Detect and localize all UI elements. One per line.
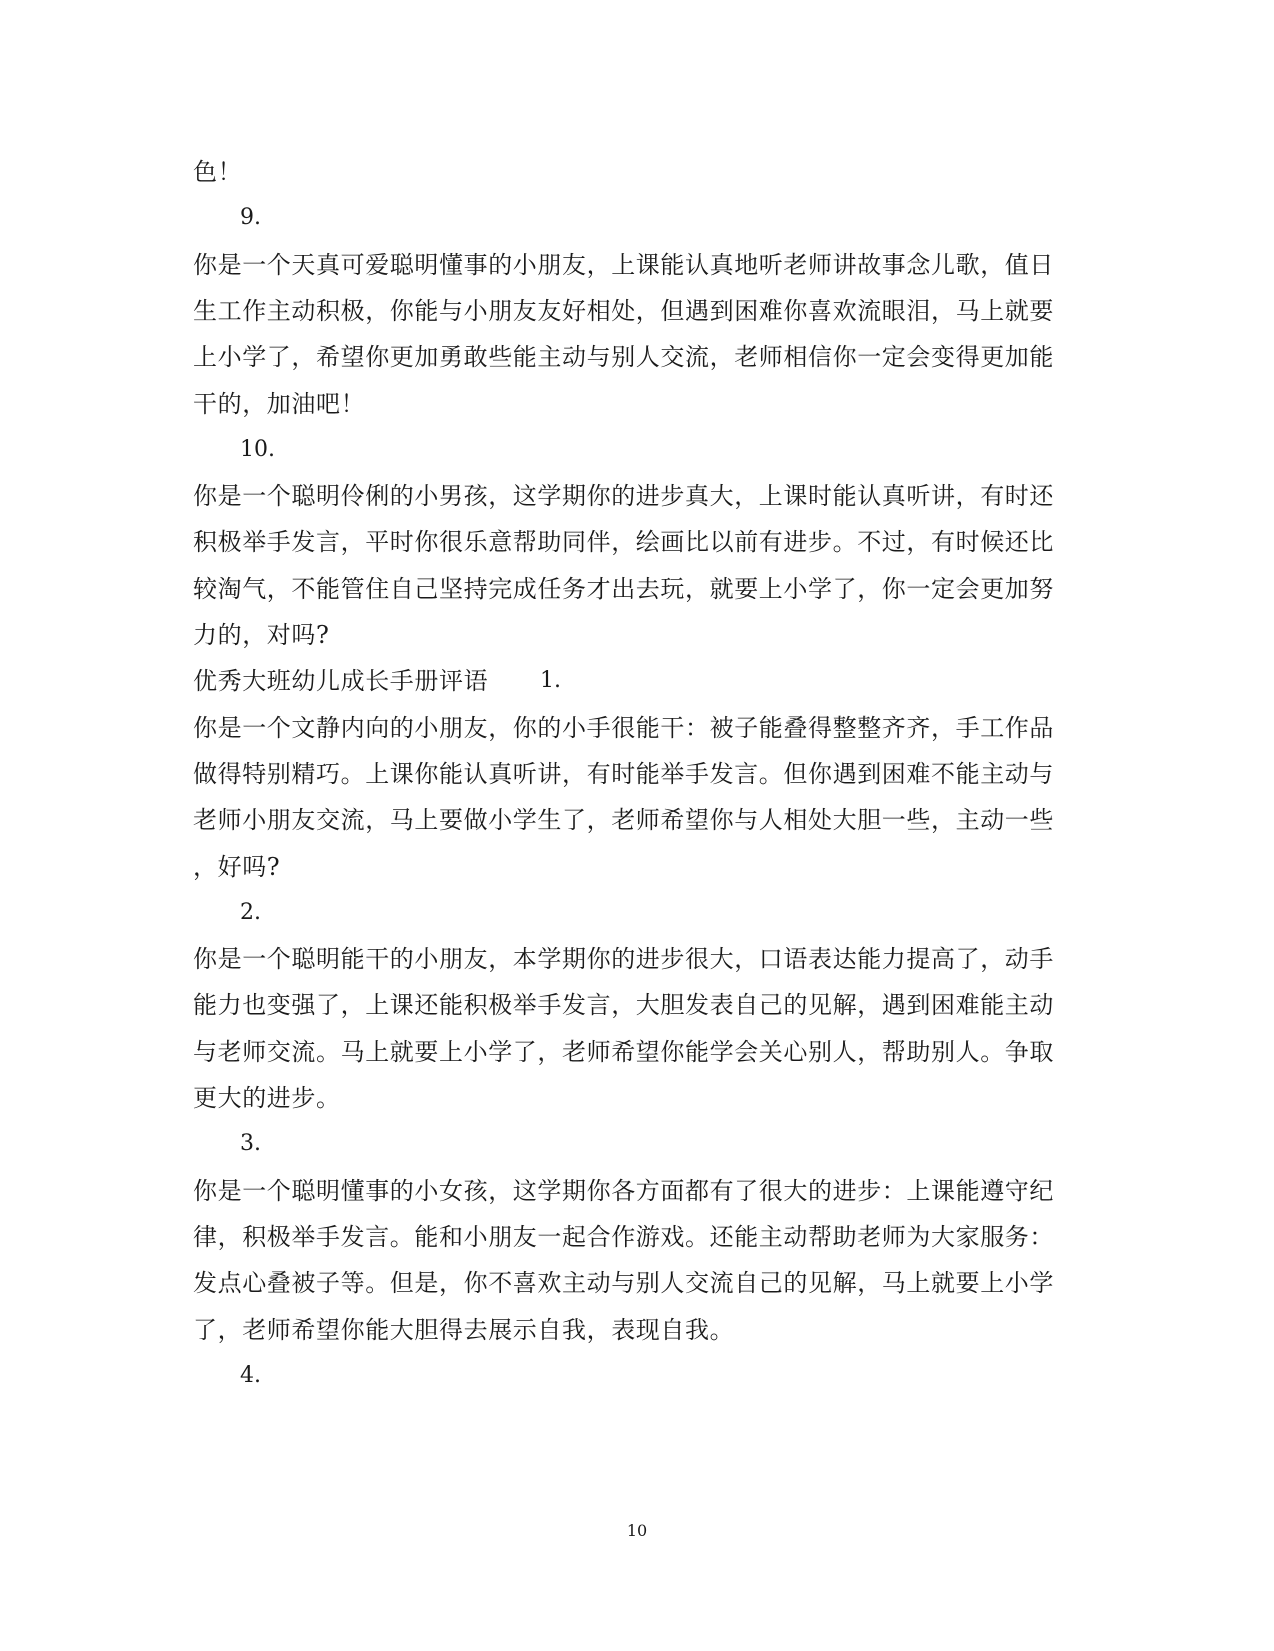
text-line: 上小学了，希望你更加勇敢些能主动与别人交流，老师相信你一定会变得更加能 (193, 343, 1054, 371)
text-line: 你是一个聪明懂事的小女孩，这学期你各方面都有了很大的进步：上课能遵守纪 (193, 1177, 1054, 1205)
text-line: 与老师交流。马上就要上小学了，老师希望你能学会关心别人，帮助别人。争取 (193, 1038, 1054, 1066)
text-line: 你是一个文静内向的小朋友，你的小手很能干：被子能叠得整整齐齐，手工作品 (193, 714, 1054, 742)
text-line: 生工作主动积极，你能与小朋友友好相处，但遇到困难你喜欢流眼泪，马上就要 (193, 297, 1054, 325)
text-line: 力的，对吗? (193, 621, 330, 649)
text-line: 能力也变强了，上课还能积极举手发言，大胆发表自己的见解，遇到困难能主动 (193, 991, 1054, 1019)
item-number: 9. (240, 205, 261, 230)
text-line: ，好吗? (193, 853, 281, 881)
text-line: 较淘气，不能管住自己坚持完成任务才出去玩，就要上小学了，你一定会更加努 (193, 575, 1054, 603)
page-number: 10 (626, 1521, 648, 1540)
text-line: 你是一个天真可爱聪明懂事的小朋友，上课能认真地听老师讲故事念儿歌，值日 (193, 251, 1054, 279)
text-line: 发点心叠被子等。但是，你不喜欢主动与别人交流自己的见解，马上就要上小学 (193, 1269, 1054, 1297)
text-line: 更大的进步。 (193, 1084, 341, 1112)
item-number: 4. (240, 1363, 261, 1388)
text-line: 积极举手发言，平时你很乐意帮助同伴，绘画比以前有进步。不过，有时候还比 (193, 528, 1054, 556)
text-line: 律，积极举手发言。能和小朋友一起合作游戏。还能主动帮助老师为大家服务： (193, 1223, 1054, 1251)
text-line: 做得特别精巧。上课你能认真听讲，有时能举手发言。但你遇到困难不能主动与 (193, 760, 1054, 788)
text-line: 色！ (193, 158, 243, 186)
item-number: 10. (240, 437, 275, 462)
text-line: 了，老师希望你能大胆得去展示自我，表现自我。 (193, 1316, 735, 1344)
item-number: 1. (540, 668, 561, 693)
item-number: 2. (240, 900, 261, 925)
text-line: 你是一个聪明伶俐的小男孩，这学期你的进步真大，上课时能认真听讲，有时还 (193, 482, 1054, 510)
section-heading: 优秀大班幼儿成长手册评语 (193, 667, 489, 695)
text-line: 你是一个聪明能干的小朋友，本学期你的进步很大，口语表达能力提高了，动手 (193, 945, 1054, 973)
text-line: 干的，加油吧！ (193, 390, 366, 418)
text-line: 老师小朋友交流，马上要做小学生了，老师希望你与人相处大胆一些，主动一些 (193, 806, 1054, 834)
item-number: 3. (240, 1131, 261, 1156)
